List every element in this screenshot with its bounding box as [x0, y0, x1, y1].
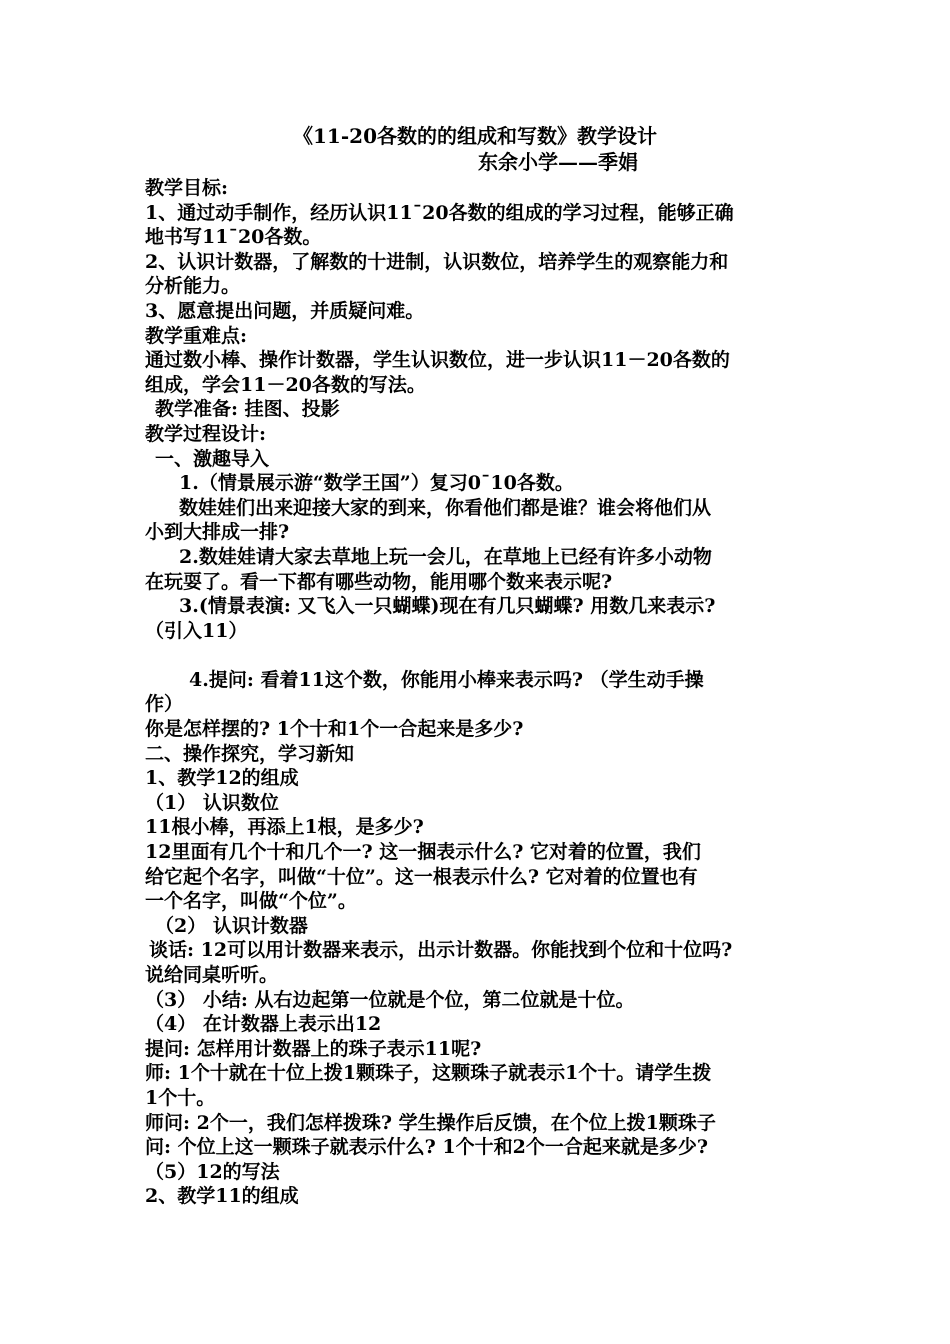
- text-line: （3） 小结: 从右边起第一位就是个位，第二位就是十位。: [145, 988, 635, 1011]
- text-line: 一个名字，叫做“个位”。: [145, 890, 357, 913]
- text-line: （1） 认识数位: [145, 791, 279, 814]
- text-line: 提问: 怎样用计数器上的珠子表示11呢?: [145, 1037, 482, 1060]
- text-line: 在玩耍了。看一下都有哪些动物，能用哪个数来表示呢?: [145, 570, 613, 593]
- text-line: （2） 认识计数器: [155, 914, 308, 937]
- text-line: 师: 1个十就在十位上拨1颗珠子，这颗珠子就表示1个十。请学生拨: [145, 1062, 712, 1085]
- text-line: 2.数娃娃请大家去草地上玩一会儿，在草地上已经有许多小动物: [179, 545, 712, 568]
- text-line: 问: 个位上这一颗珠子就表示什么? 1个十和2个一合起来就是多少?: [145, 1136, 708, 1159]
- text-line: 二、操作探究，学习新知: [145, 742, 355, 765]
- text-line: 3、愿意提出问题，并质疑问难。: [145, 299, 425, 322]
- text-line: 1、通过动手制作，经历认识11¯20各数的组成的学习过程，能够正确: [145, 201, 734, 224]
- text-line: 小到大排成一排?: [145, 521, 290, 544]
- text-line: （5）12的写法: [145, 1160, 280, 1183]
- text-line: 1、教学12的组成: [145, 767, 299, 790]
- text-line: [145, 643, 815, 668]
- text-line: 分析能力。: [145, 275, 241, 298]
- document-body: [145, 176, 815, 1209]
- text-line: 11根小棒，再添上1根，是多少?: [145, 816, 424, 839]
- text-line: 数娃娃们出来迎接大家的到来，你看他们都是谁？谁会将他们从: [179, 496, 712, 519]
- document-title: 《11-20各数的的组成和写数》教学设计: [293, 124, 657, 148]
- text-line: 地书写11¯20各数。: [145, 226, 322, 249]
- text-line: 教学准备: 挂图、投影: [155, 398, 340, 421]
- text-line: 1.（情景展示游“数学王国”）复习0¯10各数。: [179, 472, 574, 495]
- text-line: 3.(情景表演: 又飞入一只蝴蝶)现在有几只蝴蝶? 用数几来表示?: [179, 595, 716, 618]
- text-line: 给它起个名字，叫做“十位”。这一根表示什么? 它对着的位置也有: [145, 865, 698, 888]
- text-line: 教学重难点:: [145, 324, 248, 347]
- text-line: 一、激趣导入: [155, 447, 270, 470]
- text-line: 谈话: 12可以用计数器来表示，出示计数器。你能找到个位和十位吗?: [149, 939, 733, 962]
- text-line: 12里面有几个十和几个一? 这一捆表示什么? 它对着的位置，我们: [145, 841, 701, 864]
- text-line: 教学过程设计:: [145, 422, 267, 445]
- text-line: 1个十。: [145, 1086, 216, 1109]
- text-line: 组成，学会11－20各数的写法。: [145, 373, 426, 396]
- text-line: （引入11）: [145, 619, 248, 642]
- document-author: 东余小学——季娟: [478, 150, 638, 174]
- text-line: 师问: 2个一，我们怎样拨珠? 学生操作后反馈，在个位上拨1颗珠子: [145, 1111, 716, 1134]
- text-line: 4.提问: 看着11这个数，你能用小棒来表示吗? （学生动手操: [189, 668, 704, 691]
- text-line: 2、认识计数器，了解数的十进制，认识数位，培养学生的观察能力和: [145, 250, 729, 273]
- text-line: 通过数小棒、操作计数器，学生认识数位，进一步认识11－20各数的: [145, 349, 730, 372]
- text-line: 你是怎样摆的? 1个十和1个一合起来是多少?: [145, 718, 524, 741]
- text-line: 作）: [145, 693, 184, 716]
- text-line: 教学目标:: [145, 177, 229, 199]
- text-line: （4） 在计数器上表示出12: [145, 1013, 382, 1036]
- text-line: 说给同桌听听。: [145, 964, 279, 986]
- text-line: 2、教学11的组成: [145, 1185, 299, 1208]
